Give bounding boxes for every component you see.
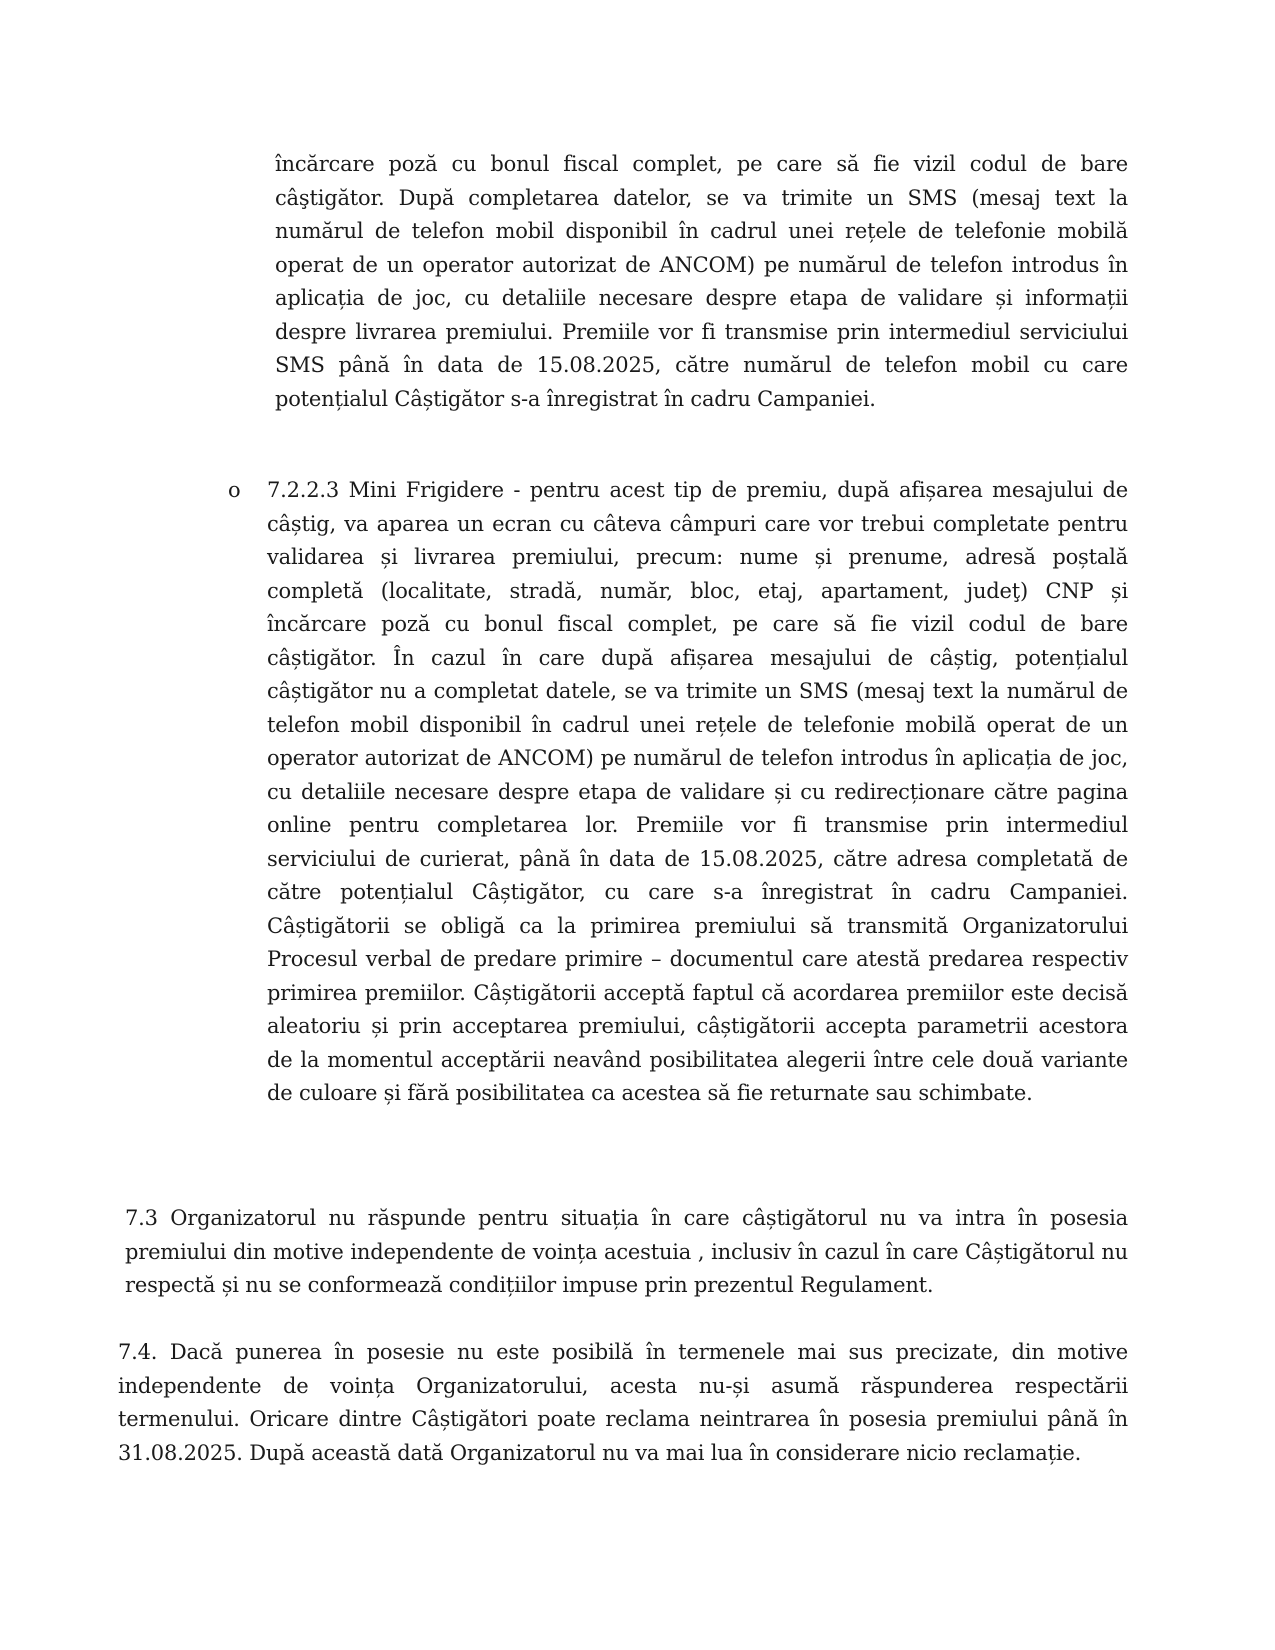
- section-7-3-paragraph: 7.3 Organizatorul nu răspunde pentru situația în care câștigătorul nu va intra în posesia premiului din motive independente de voința acestuia , inclusiv în cazul în care Câștigătorul nu respectă și nu se conformează condițiilor impuse prin prezentul Regulament.: [125, 1206, 1128, 1297]
- hollow-bullet-icon: o: [228, 478, 241, 502]
- section-7-4-paragraph: 7.4. Dacă punerea în posesie nu este posibilă în termenele mai sus precizate, din motive independente de voința Organizatorului, acesta nu-și asumă răspunderea respectării termenului. Oricare dintre Câștigători poate reclama neintrarea în posesia premiului până în 31.08.2025. După această dată Organizatorul nu va mai lua în considerare nicio reclamație.: [118, 1340, 1128, 1465]
- continuation-paragraph: încărcare poză cu bonul fiscal complet, pe care să fie vizil codul de bare câştigător. După completarea datelor, se va trimite un SMS (mesaj text la numărul de telefon mobil disponibil în cadrul unei rețele de telefonie mobilă operat de un operator autorizat de ANCOM) pe numărul de telefon introdus în aplicația de joc, cu detaliile necesare despre etapa de validare și informații despre livrarea premiului. Premiile vor fi transmise prin intermediul serviciului SMS până în data de 15.08.2025, către numărul de telefon mobil cu care potențialul Câștigător s-a înregistrat în cadru Campaniei.: [275, 152, 1128, 411]
- section-7-2-2-3-paragraph: 7.2.2.3 Mini Frigidere - pentru acest tip de premiu, după afișarea mesajului de câștig, va aparea un ecran cu câteva câmpuri care vor trebui completate pentru validarea și livrarea premiului, precum: nume și prenume, adresă poștală completă (localitate, stradă, număr, bloc, etaj, apartament, judeţ) CNP și încărcare poză cu bonul fiscal complet, pe care să fie vizil codul de bare câștigător. În cazul în care după afișarea mesajului de câștig, potențialul câștigător nu a completat datele, se va trimite un SMS (mesaj text la numărul de telefon mobil disponibil în cadrul unei rețele de telefonie mobilă operat de un operator autorizat de ANCOM) pe numărul de telefon introdus în aplicația de joc, cu detaliile necesare despre etapa de validare și cu redirecționare către pagina online pentru completarea lor. Premiile vor fi transmise prin intermediul serviciului de curierat, până în data de 15.08.2025, către adresa completată de către potențialul Câștigător, cu care s-a înregistrat în cadru Campaniei. Câștigătorii se obligă ca la primirea premiului să transmită Organizatorului Procesul verbal de predare primire – documentul care atestă predarea respectiv primirea premiilor. Câștigătorii acceptă faptul că acordarea premiilor este decisă aleatoriu și prin acceptarea premiului, câștigătorii accepta parametrii acestora de la momentul acceptării neavând posibilitatea alegerii între cele două variante de culoare și fără posibilitatea ca acestea să fie returnate sau schimbate.: [267, 478, 1128, 1105]
